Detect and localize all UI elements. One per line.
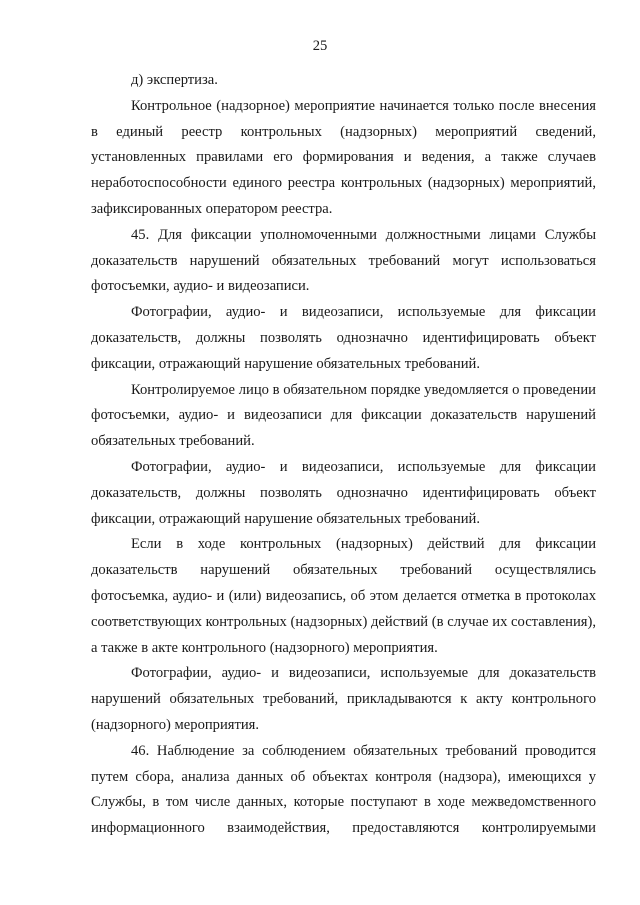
paragraph-46-observation: 46. Наблюдение за соблюдением обязательных требований проводится путем сбора, анализа данных об объектах контроля (надзора), имеющихся у Службы, в том числе данных, которые поступают в ходе межведомственного информационного взаимодействия, предоставляются контролируемыми	[91, 742, 596, 837]
paragraph-45-evidence: 45. Для фиксации уполномоченными должностными лицами Службы доказательств нарушений обязательных требований могут использоваться фотосъемки, аудио- и видеозаписи.	[91, 226, 596, 295]
page-number: 25	[312, 38, 328, 54]
paragraph-photo-requirements: Фотографии, аудио- и видеозаписи, используемые для фиксации доказательств, должны позволять однозначно идентифицировать объект фиксации, отражающий нарушение обязательных требований.	[91, 304, 596, 372]
paragraph-control-event-start: Контрольное (надзорное) мероприятие начинается только после внесения в единый реестр контрольных (надзорных) мероприятий сведений, установленных правилами его формирования и ведения, а также случаев неработоспособности единого реестра контрольных (надзорных) мероприятий, зафиксированных оператором реестра.	[91, 97, 596, 217]
document-body	[91, 68, 596, 842]
paragraph-attachment: Фотографии, аудио- и видеозаписи, используемые для доказательств нарушений обязательных требований, прикладываются к акту контрольного (надзорного) мероприятия.	[91, 665, 596, 733]
paragraph-protocol-note: Если в ходе контрольных (надзорных) действий для фиксации доказательств нарушений обязательных требований осуществлялись фотосъемка, аудио- и (или) видеозапись, об этом делается отметка в протоколах соответствующих контрольных (надзорных) действий (в случае их составления), а также в акте контрольного (надзорного) мероприятия.	[91, 536, 596, 656]
paragraph-photo-requirements-repeat: Фотографии, аудио- и видеозаписи, используемые для фиксации доказательств, должны позволять однозначно идентифицировать объект фиксации, отражающий нарушение обязательных требований.	[91, 458, 596, 527]
paragraph-notification: Контролируемое лицо в обязательном порядке уведомляется о проведении фотосъемки, аудио- и видеозаписи для фиксации доказательств нарушений обязательных требований.	[91, 381, 596, 450]
paragraph-expertise: д) экспертиза.	[131, 72, 218, 88]
